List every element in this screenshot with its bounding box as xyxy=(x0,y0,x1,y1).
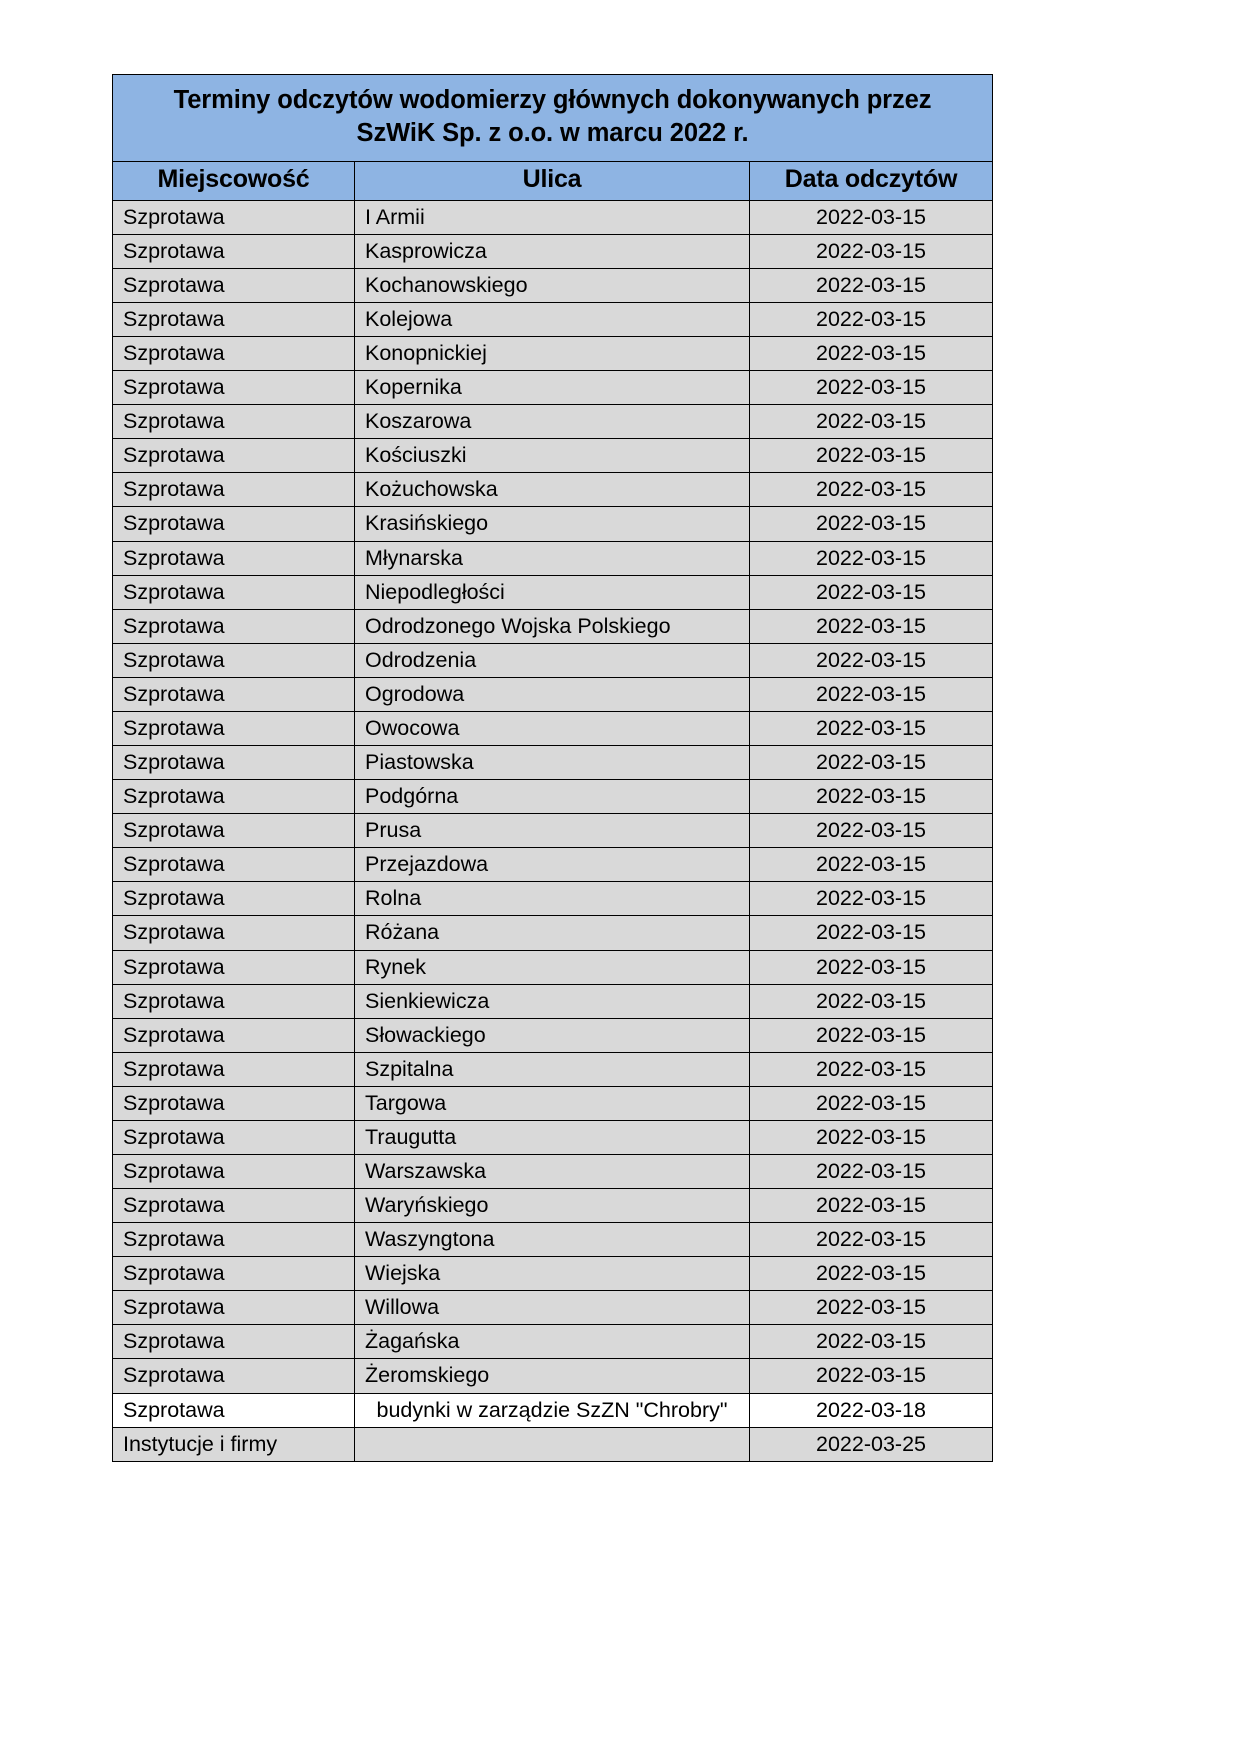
cell-city: Szprotawa xyxy=(113,1223,355,1257)
cell-city: Szprotawa xyxy=(113,677,355,711)
table-column-header-row xyxy=(113,162,993,201)
cell-city: Szprotawa xyxy=(113,1189,355,1223)
cell-date: 2022-03-15 xyxy=(750,473,993,507)
cell-city: Szprotawa xyxy=(113,780,355,814)
table-row xyxy=(113,916,993,950)
cell-city: Szprotawa xyxy=(113,1052,355,1086)
table-row xyxy=(113,1223,993,1257)
cell-date: 2022-03-15 xyxy=(750,1189,993,1223)
cell-city: Szprotawa xyxy=(113,984,355,1018)
cell-street: Waszyngtona xyxy=(355,1223,750,1257)
table-title-row xyxy=(113,75,993,162)
table-row xyxy=(113,405,993,439)
water-meter-reading-table xyxy=(112,74,993,1462)
cell-city: Szprotawa xyxy=(113,371,355,405)
table-row xyxy=(113,1052,993,1086)
cell-date: 2022-03-15 xyxy=(750,405,993,439)
cell-street: Warszawska xyxy=(355,1154,750,1188)
cell-city: Szprotawa xyxy=(113,575,355,609)
cell-city: Szprotawa xyxy=(113,200,355,234)
cell-date: 2022-03-15 xyxy=(750,643,993,677)
column-header-date: Data odczytów xyxy=(750,162,993,201)
cell-date: 2022-03-15 xyxy=(750,1052,993,1086)
cell-date: 2022-03-15 xyxy=(750,1359,993,1393)
cell-date: 2022-03-15 xyxy=(750,337,993,371)
cell-street: Rynek xyxy=(355,950,750,984)
cell-street: Willowa xyxy=(355,1291,750,1325)
table-body xyxy=(113,200,993,1461)
cell-date: 2022-03-15 xyxy=(750,1154,993,1188)
table-row xyxy=(113,814,993,848)
cell-street: Owocowa xyxy=(355,711,750,745)
cell-date: 2022-03-15 xyxy=(750,1291,993,1325)
cell-street: Sienkiewicza xyxy=(355,984,750,1018)
cell-date: 2022-03-15 xyxy=(750,950,993,984)
table-row xyxy=(113,1359,993,1393)
cell-street: Żagańska xyxy=(355,1325,750,1359)
cell-street: Waryńskiego xyxy=(355,1189,750,1223)
table-row xyxy=(113,609,993,643)
table-row xyxy=(113,541,993,575)
cell-date: 2022-03-15 xyxy=(750,268,993,302)
table-title xyxy=(113,75,993,162)
cell-date: 2022-03-15 xyxy=(750,541,993,575)
cell-city: Szprotawa xyxy=(113,1257,355,1291)
cell-date: 2022-03-15 xyxy=(750,200,993,234)
table-header xyxy=(113,75,993,201)
table-row xyxy=(113,677,993,711)
cell-date: 2022-03-15 xyxy=(750,780,993,814)
table-row xyxy=(113,303,993,337)
cell-city: Szprotawa xyxy=(113,507,355,541)
cell-date: 2022-03-15 xyxy=(750,1120,993,1154)
cell-street: Podgórna xyxy=(355,780,750,814)
table-row xyxy=(113,371,993,405)
cell-date: 2022-03-15 xyxy=(750,1086,993,1120)
cell-street: budynki w zarządzie SzZN "Chrobry" xyxy=(355,1393,750,1427)
cell-street: Niepodległości xyxy=(355,575,750,609)
cell-date: 2022-03-15 xyxy=(750,609,993,643)
cell-date: 2022-03-15 xyxy=(750,814,993,848)
table-row xyxy=(113,507,993,541)
table-row xyxy=(113,780,993,814)
table-row xyxy=(113,337,993,371)
cell-date: 2022-03-15 xyxy=(750,1223,993,1257)
table-title-line-2: SzWiK Sp. z o.o. w marcu 2022 r. xyxy=(356,119,749,148)
table-row xyxy=(113,1086,993,1120)
cell-date: 2022-03-15 xyxy=(750,746,993,780)
cell-city: Szprotawa xyxy=(113,541,355,575)
cell-date: 2022-03-15 xyxy=(750,848,993,882)
cell-city: Szprotawa xyxy=(113,1086,355,1120)
cell-street: Kolejowa xyxy=(355,303,750,337)
table-row xyxy=(113,984,993,1018)
table-row xyxy=(113,439,993,473)
cell-date: 2022-03-15 xyxy=(750,677,993,711)
cell-date: 2022-03-15 xyxy=(750,1325,993,1359)
cell-street: Kościuszki xyxy=(355,439,750,473)
table-row xyxy=(113,950,993,984)
cell-date: 2022-03-15 xyxy=(750,575,993,609)
column-header-street: Ulica xyxy=(355,162,750,201)
cell-city: Szprotawa xyxy=(113,848,355,882)
table-row xyxy=(113,746,993,780)
cell-city: Szprotawa xyxy=(113,916,355,950)
cell-street: Targowa xyxy=(355,1086,750,1120)
cell-street: Konopnickiej xyxy=(355,337,750,371)
table-row xyxy=(113,1189,993,1223)
cell-date: 2022-03-18 xyxy=(750,1393,993,1427)
cell-street: Kopernika xyxy=(355,371,750,405)
table-row xyxy=(113,711,993,745)
column-header-city: Miejscowość xyxy=(113,162,355,201)
cell-street: Prusa xyxy=(355,814,750,848)
cell-city: Szprotawa xyxy=(113,814,355,848)
cell-city: Szprotawa xyxy=(113,1291,355,1325)
cell-street: Kochanowskiego xyxy=(355,268,750,302)
table-row xyxy=(113,1018,993,1052)
cell-date: 2022-03-15 xyxy=(750,371,993,405)
cell-street: Młynarska xyxy=(355,541,750,575)
table-row xyxy=(113,1325,993,1359)
cell-street: Szpitalna xyxy=(355,1052,750,1086)
cell-street: Odrodzenia xyxy=(355,643,750,677)
table-row xyxy=(113,1427,993,1461)
cell-date: 2022-03-15 xyxy=(750,916,993,950)
table-row xyxy=(113,268,993,302)
cell-city: Szprotawa xyxy=(113,711,355,745)
cell-date: 2022-03-15 xyxy=(750,711,993,745)
cell-city: Szprotawa xyxy=(113,1359,355,1393)
cell-street: Odrodzonego Wojska Polskiego xyxy=(355,609,750,643)
cell-date: 2022-03-15 xyxy=(750,1018,993,1052)
cell-city: Szprotawa xyxy=(113,303,355,337)
cell-city: Szprotawa xyxy=(113,405,355,439)
cell-street xyxy=(355,1427,750,1461)
table-container xyxy=(112,74,992,1462)
cell-street: Kożuchowska xyxy=(355,473,750,507)
cell-date: 2022-03-15 xyxy=(750,234,993,268)
table-row xyxy=(113,200,993,234)
cell-date: 2022-03-15 xyxy=(750,1257,993,1291)
table-row xyxy=(113,882,993,916)
cell-street: Różana xyxy=(355,916,750,950)
table-row xyxy=(113,848,993,882)
table-row xyxy=(113,234,993,268)
cell-street: Kasprowicza xyxy=(355,234,750,268)
cell-city: Szprotawa xyxy=(113,1154,355,1188)
cell-street: Przejazdowa xyxy=(355,848,750,882)
cell-city: Szprotawa xyxy=(113,234,355,268)
cell-city: Szprotawa xyxy=(113,882,355,916)
table-row xyxy=(113,1291,993,1325)
cell-date: 2022-03-15 xyxy=(750,507,993,541)
table-row xyxy=(113,473,993,507)
cell-city: Szprotawa xyxy=(113,1393,355,1427)
cell-street: Krasińskiego xyxy=(355,507,750,541)
cell-city: Instytucje i firmy xyxy=(113,1427,355,1461)
table-row xyxy=(113,575,993,609)
table-row xyxy=(113,1154,993,1188)
cell-street: Piastowska xyxy=(355,746,750,780)
cell-date: 2022-03-15 xyxy=(750,882,993,916)
cell-date: 2022-03-25 xyxy=(750,1427,993,1461)
cell-street: Koszarowa xyxy=(355,405,750,439)
cell-city: Szprotawa xyxy=(113,1325,355,1359)
cell-street: Żeromskiego xyxy=(355,1359,750,1393)
cell-date: 2022-03-15 xyxy=(750,303,993,337)
cell-city: Szprotawa xyxy=(113,337,355,371)
table-title-line-1: Terminy odczytów wodomierzy głównych dokonywanych przez xyxy=(173,86,932,114)
table-row xyxy=(113,643,993,677)
cell-city: Szprotawa xyxy=(113,1018,355,1052)
cell-date: 2022-03-15 xyxy=(750,984,993,1018)
cell-city: Szprotawa xyxy=(113,643,355,677)
cell-city: Szprotawa xyxy=(113,268,355,302)
cell-city: Szprotawa xyxy=(113,746,355,780)
cell-city: Szprotawa xyxy=(113,609,355,643)
table-row xyxy=(113,1393,993,1427)
cell-street: Ogrodowa xyxy=(355,677,750,711)
cell-city: Szprotawa xyxy=(113,473,355,507)
cell-street: Słowackiego xyxy=(355,1018,750,1052)
table-row xyxy=(113,1120,993,1154)
cell-street: Wiejska xyxy=(355,1257,750,1291)
cell-street: Traugutta xyxy=(355,1120,750,1154)
cell-street: I Armii xyxy=(355,200,750,234)
cell-date: 2022-03-15 xyxy=(750,439,993,473)
cell-city: Szprotawa xyxy=(113,950,355,984)
table-row xyxy=(113,1257,993,1291)
cell-city: Szprotawa xyxy=(113,1120,355,1154)
cell-city: Szprotawa xyxy=(113,439,355,473)
cell-street: Rolna xyxy=(355,882,750,916)
